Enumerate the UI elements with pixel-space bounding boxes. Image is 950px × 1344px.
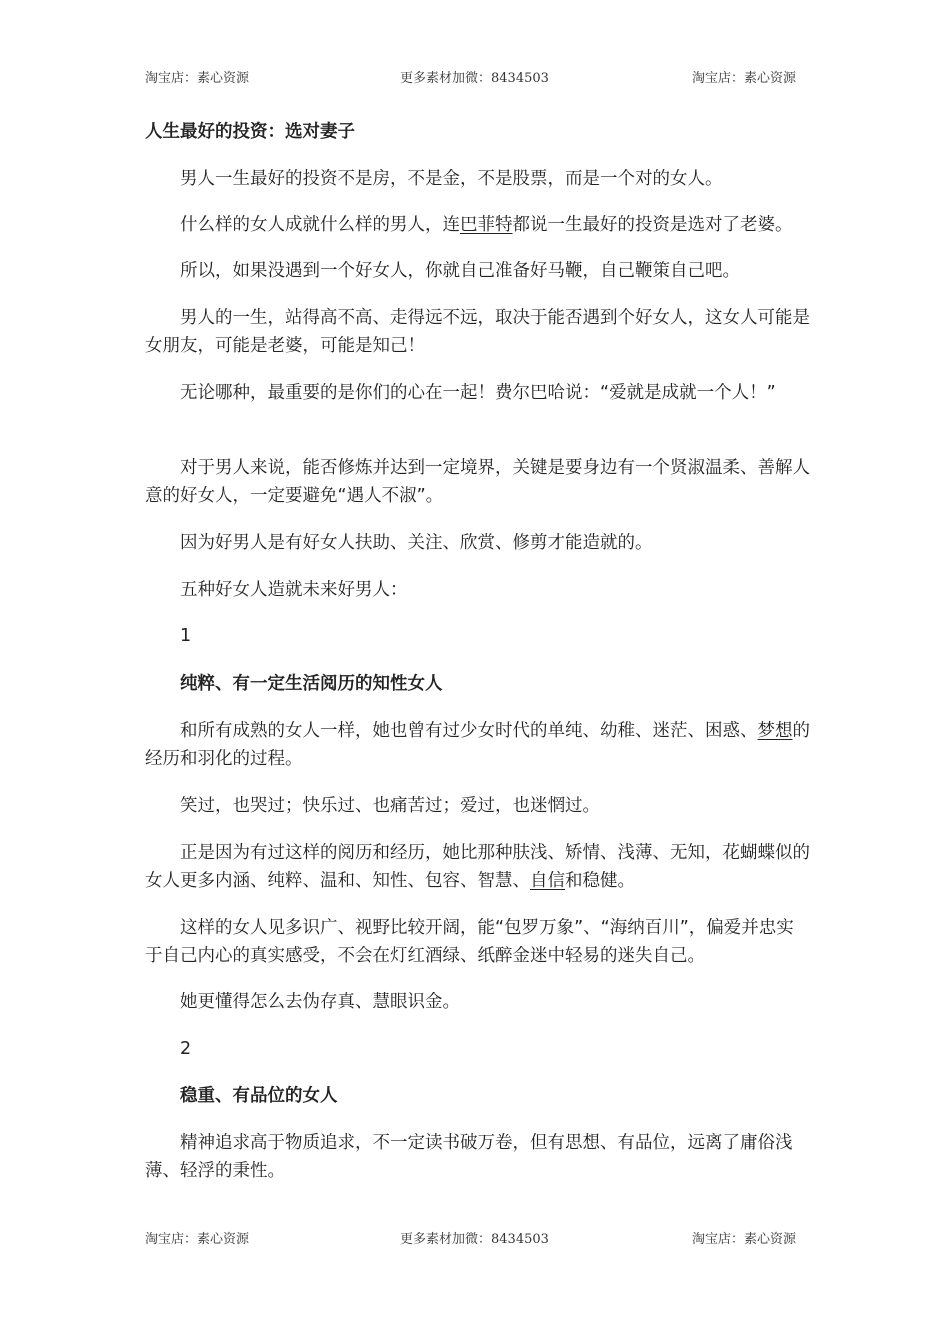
paragraph-8: 五种好女人造就未来好男人： <box>180 580 408 600</box>
article-title: 人生最好的投资：选对妻子 <box>145 122 355 142</box>
header-left-text: 淘宝店：素心资源 <box>145 71 250 86</box>
dream-link[interactable]: 梦想 <box>757 721 793 741</box>
paragraph-13: 她更懂得怎么去伪存真、慧眼识金。 <box>180 992 460 1012</box>
paragraph-9-text-b: 的经历和羽化的过程。 <box>145 721 810 769</box>
paragraph-14: 精神追求高于物质追求，不一定读书破万卷，但有思想、有品位，远离了庸俗浅薄、轻浮的秉性。 <box>145 1133 793 1181</box>
section-number-1: 1 <box>180 626 192 646</box>
paragraph-11-text-a: 正是因为有过这样的阅历和经历，她比那种肤浅、矫情、浅薄、无知，花蝴蝶似的女人更多内涵、纯粹、温和、知性、包容、智慧、 <box>145 843 810 891</box>
header-right-text: 淘宝店：素心资源 <box>692 71 797 86</box>
footer-center-text: 更多素材加微：8434503 <box>400 1232 549 1247</box>
paragraph-3: 所以，如果没遇到一个好女人，你就自己准备好马鞭，自己鞭策自己吧。 <box>180 261 740 281</box>
footer-right-text: 淘宝店：素心资源 <box>692 1232 797 1247</box>
section-heading-1: 纯粹、有一定生活阅历的知性女人 <box>180 674 443 694</box>
paragraph-1: 男人一生最好的投资不是房，不是金，不是股票，而是一个对的女人。 <box>180 169 723 189</box>
buffett-link[interactable]: 巴菲特 <box>460 215 513 235</box>
footer-left-text: 淘宝店：素心资源 <box>145 1232 250 1247</box>
section-heading-2: 稳重、有品位的女人 <box>180 1086 338 1106</box>
paragraph-12: 这样的女人见多识广、视野比较开阔，能“包罗万象”、“海纳百川”，偏爱并忠实于自己内心的真实感受，不会在灯红酒绿、纸醉金迷中轻易的迷失自己。 <box>145 918 794 966</box>
confidence-link[interactable]: 自信 <box>530 871 565 891</box>
paragraph-2-text-a: 什么样的女人成就什么样的男人，连 <box>180 215 460 235</box>
section-number-2: 2 <box>180 1039 192 1059</box>
paragraph-9-text-a: 和所有成熟的女人一样，她也曾有过少女时代的单纯、幼稚、迷茫、困惑、 <box>180 721 758 741</box>
paragraph-7: 因为好男人是有好女人扶助、关注、欣赏、修剪才能造就的。 <box>180 533 653 553</box>
paragraph-11-text-b: 和稳健。 <box>565 871 635 891</box>
page-header <box>0 67 950 87</box>
paragraph-10: 笑过，也哭过；快乐过、也痛苦过；爱过，也迷惘过。 <box>180 796 600 816</box>
paragraph-6: 对于男人来说，能否修炼并达到一定境界，关键是要身边有一个贤淑温柔、善解人意的好女人，一定要避免“遇人不淑”。 <box>145 458 810 506</box>
page-footer <box>0 1228 950 1248</box>
paragraph-2 <box>145 211 810 239</box>
paragraph-4: 男人的一生，站得高不高、走得远不远，取决于能否遇到个好女人，这女人可能是女朋友，可能是老婆，可能是知己！ <box>145 308 810 356</box>
paragraph-11 <box>145 839 810 895</box>
paragraph-2-text-b: 都说一生最好的投资是选对了老婆。 <box>512 215 793 235</box>
header-center-text: 更多素材加微：8434503 <box>400 71 549 86</box>
paragraph-9 <box>145 717 810 773</box>
paragraph-5: 无论哪种，最重要的是你们的心在一起！费尔巴哈说：“爱就是成就一个人！” <box>180 383 776 403</box>
